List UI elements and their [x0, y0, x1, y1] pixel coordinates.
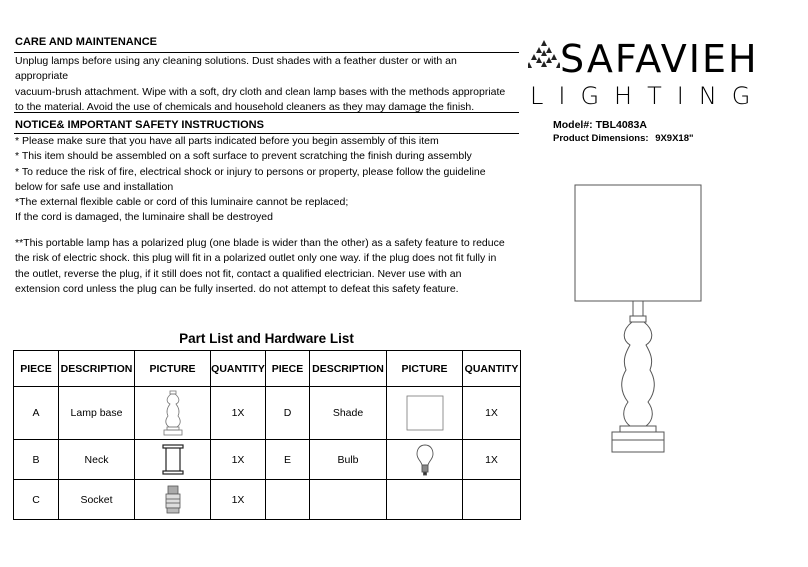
header-piece: PIECE: [14, 351, 59, 387]
picture-cell: [387, 440, 463, 480]
quantity-cell: 1X: [211, 440, 266, 480]
description-cell: Lamp base: [59, 387, 135, 440]
shade-icon: [405, 394, 445, 432]
notice-line: If the cord is damaged, the luminaire shall be destroyed: [15, 211, 273, 224]
model-number: [553, 119, 647, 131]
quantity-cell: 1X: [463, 387, 521, 440]
socket-icon: [163, 484, 183, 516]
polarized-line: extension cord unless the plug can be fully inserted. do not attempt to defeat this safety feature.: [15, 282, 459, 295]
care-title: CARE AND MAINTENANCE: [15, 36, 157, 48]
description-cell: Neck: [59, 440, 135, 480]
picture-cell: [135, 480, 211, 520]
piece-cell: E: [266, 440, 310, 480]
piece-cell: C: [14, 480, 59, 520]
care-divider: [14, 52, 519, 53]
quantity-cell: 1X: [211, 480, 266, 520]
parts-title: Part List and Hardware List: [179, 331, 354, 346]
dims-value: 9X9X18": [655, 133, 694, 144]
header-picture: PICTURE: [135, 351, 211, 387]
polarized-line: **This portable lamp has a polarized plug (one blade is wider than the other) as a safety feature to reduce: [15, 237, 505, 249]
care-body: [15, 54, 505, 115]
notice-title: NOTICE& IMPORTANT SAFETY INSTRUCTIONS: [15, 119, 264, 131]
brand-sub: LIGHTING: [530, 82, 766, 110]
piece-cell: D: [266, 387, 310, 440]
lamp-base-icon: [158, 390, 188, 436]
quantity-cell: 1X: [463, 440, 521, 480]
header-piece: PIECE: [266, 351, 310, 387]
table-row: [14, 480, 521, 520]
model-label: Model#:: [553, 119, 593, 131]
header-description: DESCRIPTION: [310, 351, 387, 387]
quantity-cell: [463, 480, 521, 520]
description-cell: Shade: [310, 387, 387, 440]
care-line: to the material. Avoid the use of chemicals and household cleaners as they may damage the finish.: [15, 100, 475, 113]
header-quantity: QUANTITY: [463, 351, 521, 387]
care-line: vacuum-brush attachment. Wipe with a soft, dry cloth and clean lamp bases with the methods appropriate: [15, 85, 506, 98]
neck-icon: [161, 444, 185, 476]
description-cell: Bulb: [310, 440, 387, 480]
polarized-line: the outlet, reverse the plug, if it still does not fit, contact a qualified electrician. Never use with an: [15, 267, 462, 280]
polarized-line: the risk of electric shock. this plug will fit in a polarized outlet only one way. if the plug does not fit fully in: [15, 252, 497, 265]
header-quantity: QUANTITY: [211, 351, 266, 387]
parts-table: [13, 350, 521, 520]
picture-cell: [387, 387, 463, 440]
model-value: TBL4083A: [595, 119, 647, 131]
notice-body: [15, 134, 486, 226]
description-cell: [310, 480, 387, 520]
header-picture: PICTURE: [387, 351, 463, 387]
header-description: DESCRIPTION: [59, 351, 135, 387]
quantity-cell: 1X: [211, 387, 266, 440]
notice-line: * To reduce the risk of fire, electrical shock or injury to persons or property, please follow the guideline: [15, 165, 486, 178]
notice-line: below for safe use and installation: [15, 180, 174, 193]
polarized-body: [15, 236, 505, 297]
brand-logo-icon: [528, 40, 560, 78]
piece-cell: B: [14, 440, 59, 480]
table-row: [14, 387, 521, 440]
piece-cell: A: [14, 387, 59, 440]
product-dimensions: [553, 133, 694, 144]
notice-line: * Please make sure that you have all parts indicated before you begin assembly of this item: [15, 135, 439, 147]
description-cell: Socket: [59, 480, 135, 520]
dims-label: Product Dimensions:: [553, 133, 649, 144]
notice-top-divider: [14, 112, 519, 113]
picture-cell: [135, 440, 211, 480]
care-line: appropriate: [15, 70, 69, 83]
picture-cell: [135, 387, 211, 440]
table-header-row: [14, 351, 521, 387]
lamp-drawing-icon: [570, 180, 710, 460]
table-row: [14, 440, 521, 480]
brand-name: SAFAVIEH: [560, 37, 759, 81]
care-line: Unplug lamps before using any cleaning solutions. Dust shades with a feather duster or with an: [15, 55, 457, 67]
piece-cell: [266, 480, 310, 520]
notice-line: *The external flexible cable or cord of this luminaire cannot be replaced;: [15, 196, 349, 209]
notice-line: * This item should be assembled on a soft surface to prevent scratching the finish during assembly: [15, 150, 472, 163]
picture-cell: [387, 480, 463, 520]
bulb-icon: [416, 444, 434, 476]
